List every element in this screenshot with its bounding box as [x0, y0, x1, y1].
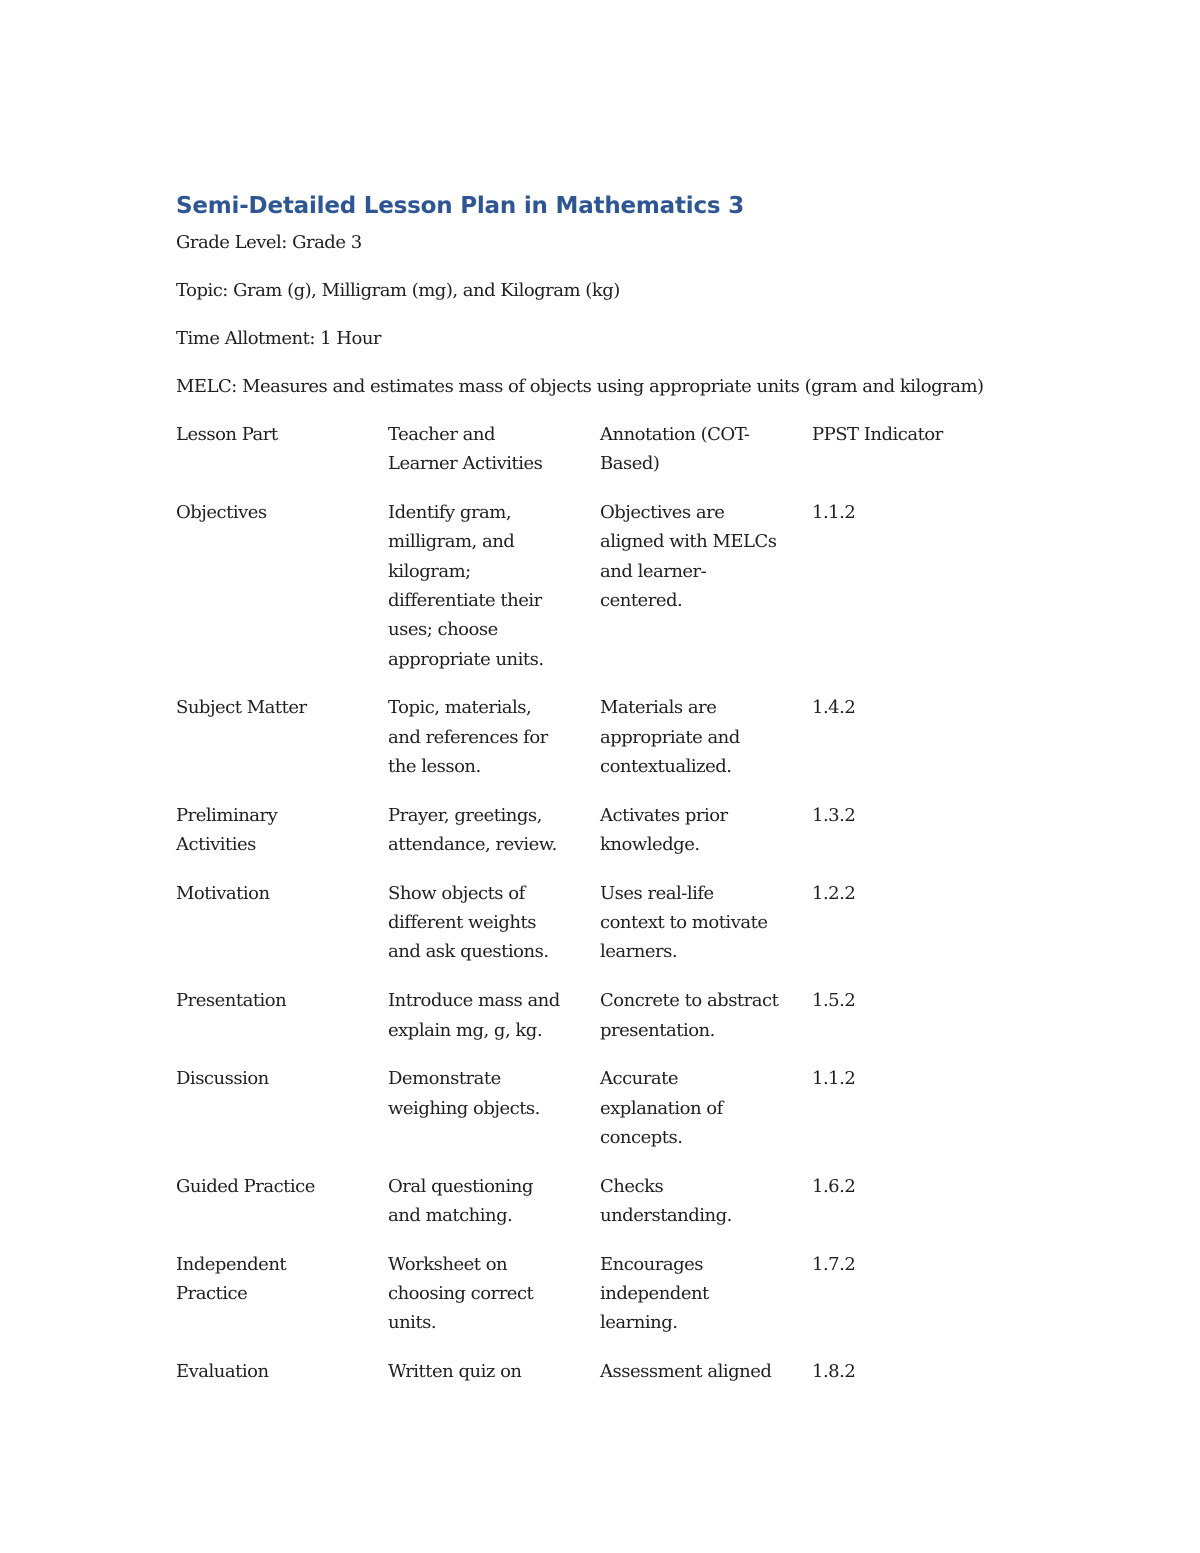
header-lesson-part: Lesson Part [176, 424, 278, 445]
lesson-part-cell [176, 1172, 388, 1231]
lesson-part-cell-line: Objectives [176, 502, 267, 524]
lesson-part-cell-line: Subject Matter [176, 697, 307, 719]
activities-cell [388, 801, 600, 860]
annotation-cell [600, 498, 812, 674]
annotation-cell-line: Checks [600, 1175, 664, 1197]
lesson-part-cell-line: Discussion [176, 1068, 269, 1090]
activities-cell-line: Topic, materials, [388, 697, 532, 719]
annotation-cell-line: learners. [600, 941, 678, 963]
activities-cell-line: weighing objects. [388, 1097, 540, 1119]
table-row [176, 1172, 1056, 1231]
table-row [176, 879, 1056, 967]
header-annotation-line: Based) [600, 453, 660, 475]
table-row [176, 1357, 1056, 1386]
table-row [176, 498, 1056, 674]
activities-cell-line: Written quiz on [388, 1361, 522, 1383]
ppst-indicator-cell: 1.8.2 [812, 1361, 856, 1383]
table-row [176, 1064, 1056, 1152]
activities-cell-line: Worksheet on [388, 1253, 508, 1275]
activities-cell-line: Show objects of [388, 882, 525, 904]
lesson-part-cell-line: Evaluation [176, 1361, 269, 1383]
ppst-indicator-cell: 1.1.2 [812, 1068, 856, 1090]
table-row [176, 986, 1056, 1045]
lesson-part-cell [176, 1250, 388, 1338]
lesson-part-cell-line: Practice [176, 1283, 248, 1305]
time-allotment-line: Time Allotment: 1 Hour [176, 328, 382, 349]
activities-cell-line: explain mg, g, kg. [388, 1019, 543, 1041]
annotation-cell-line: understanding. [600, 1205, 732, 1227]
activities-cell-line: different weights [388, 912, 536, 934]
header-teacher-learner-line: Learner Activities [388, 453, 543, 475]
activities-cell-line: the lesson. [388, 755, 481, 777]
annotation-cell [600, 1250, 812, 1338]
annotation-cell-line: centered. [600, 589, 683, 611]
lesson-part-cell [176, 1064, 388, 1152]
ppst-indicator-cell: 1.3.2 [812, 804, 856, 826]
document-title: Semi-Detailed Lesson Plan in Mathematics 3 [176, 193, 745, 219]
ppst-indicator-cell: 1.2.2 [812, 882, 856, 904]
lesson-part-cell-line: Presentation [176, 990, 287, 1012]
lesson-part-cell [176, 693, 388, 781]
table-body [176, 498, 1056, 1386]
annotation-cell [600, 693, 812, 781]
annotation-cell-line: Accurate [600, 1068, 678, 1090]
activities-cell-line: Introduce mass and [388, 990, 560, 1012]
annotation-cell-line: and learner- [600, 560, 707, 582]
ppst-indicator-cell: 1.6.2 [812, 1175, 856, 1197]
annotation-cell-line: appropriate and [600, 726, 740, 748]
annotation-cell-line: contextualized. [600, 755, 732, 777]
activities-cell-line: Demonstrate [388, 1068, 501, 1090]
lesson-part-cell-line: Preliminary [176, 804, 278, 826]
annotation-cell-line: Objectives are [600, 502, 725, 524]
annotation-cell [600, 1064, 812, 1152]
activities-cell-line: kilogram; [388, 560, 471, 582]
header-teacher-learner-line: Teacher and [388, 424, 495, 445]
activities-cell [388, 498, 600, 674]
table-row [176, 801, 1056, 860]
lesson-part-cell [176, 801, 388, 860]
table-row [176, 1250, 1056, 1338]
document-page [176, 188, 1056, 1406]
annotation-cell-line: Encourages [600, 1253, 703, 1275]
activities-cell-line: differentiate their [388, 589, 542, 611]
annotation-cell-line: concepts. [600, 1126, 683, 1148]
activities-cell [388, 1064, 600, 1152]
annotation-cell-line: Materials are [600, 697, 717, 719]
ppst-indicator-cell: 1.4.2 [812, 697, 856, 719]
annotation-cell [600, 879, 812, 967]
header-ppst: PPST Indicator [812, 424, 943, 445]
lesson-part-cell-line: Guided Practice [176, 1175, 315, 1197]
annotation-cell-line: Activates prior [600, 804, 728, 826]
lesson-part-cell-line: Independent [176, 1253, 287, 1275]
activities-cell-line: choosing correct [388, 1283, 534, 1305]
lesson-part-cell [176, 498, 388, 674]
lesson-part-cell [176, 1357, 388, 1386]
lesson-part-cell [176, 986, 388, 1045]
activities-cell-line: and ask questions. [388, 941, 549, 963]
lesson-part-cell [176, 879, 388, 967]
activities-cell [388, 1357, 600, 1386]
table-header-row [176, 420, 1056, 479]
header-annotation-line: Annotation (COT- [600, 424, 750, 445]
header-teacher-learner [388, 420, 600, 479]
lesson-part-cell-line: Motivation [176, 882, 270, 904]
activities-cell-line: Prayer, greetings, [388, 804, 542, 826]
annotation-cell-line: independent [600, 1283, 709, 1305]
annotation-cell [600, 986, 812, 1045]
activities-cell-line: attendance, review. [388, 834, 557, 856]
annotation-cell [600, 1172, 812, 1231]
lesson-plan-table [176, 420, 1056, 1387]
ppst-indicator-cell: 1.1.2 [812, 502, 856, 524]
activities-cell [388, 1250, 600, 1338]
annotation-cell-line: Uses real-life [600, 882, 714, 904]
activities-cell-line: Identify gram, [388, 502, 512, 524]
annotation-cell-line: Concrete to abstract [600, 990, 779, 1012]
header-annotation [600, 420, 812, 479]
activities-cell-line: and matching. [388, 1205, 513, 1227]
annotation-cell-line: explanation of [600, 1097, 723, 1119]
activities-cell [388, 693, 600, 781]
annotation-cell-line: aligned with MELCs [600, 531, 777, 553]
ppst-indicator-cell: 1.5.2 [812, 990, 856, 1012]
annotation-cell-line: Assessment aligned [600, 1361, 772, 1383]
annotation-cell [600, 1357, 812, 1386]
activities-cell-line: uses; choose [388, 619, 498, 641]
annotation-cell-line: presentation. [600, 1019, 715, 1041]
activities-cell-line: and references for [388, 726, 548, 748]
table-row [176, 693, 1056, 781]
annotation-cell [600, 801, 812, 860]
grade-level-line: Grade Level: Grade 3 [176, 232, 362, 253]
annotation-cell-line: knowledge. [600, 834, 700, 856]
ppst-indicator-cell: 1.7.2 [812, 1253, 856, 1275]
activities-cell [388, 986, 600, 1045]
topic-line: Topic: Gram (g), Milligram (mg), and Kilogram (kg) [176, 280, 620, 301]
activities-cell-line: milligram, and [388, 531, 515, 553]
melc-line: MELC: Measures and estimates mass of objects using appropriate units (gram and kilogram) [176, 376, 984, 397]
annotation-cell-line: learning. [600, 1312, 678, 1334]
annotation-cell-line: context to motivate [600, 912, 768, 934]
activities-cell-line: Oral questioning [388, 1175, 533, 1197]
activities-cell [388, 879, 600, 967]
activities-cell-line: appropriate units. [388, 648, 544, 670]
activities-cell-line: units. [388, 1312, 437, 1334]
lesson-part-cell-line: Activities [176, 834, 256, 856]
activities-cell [388, 1172, 600, 1231]
